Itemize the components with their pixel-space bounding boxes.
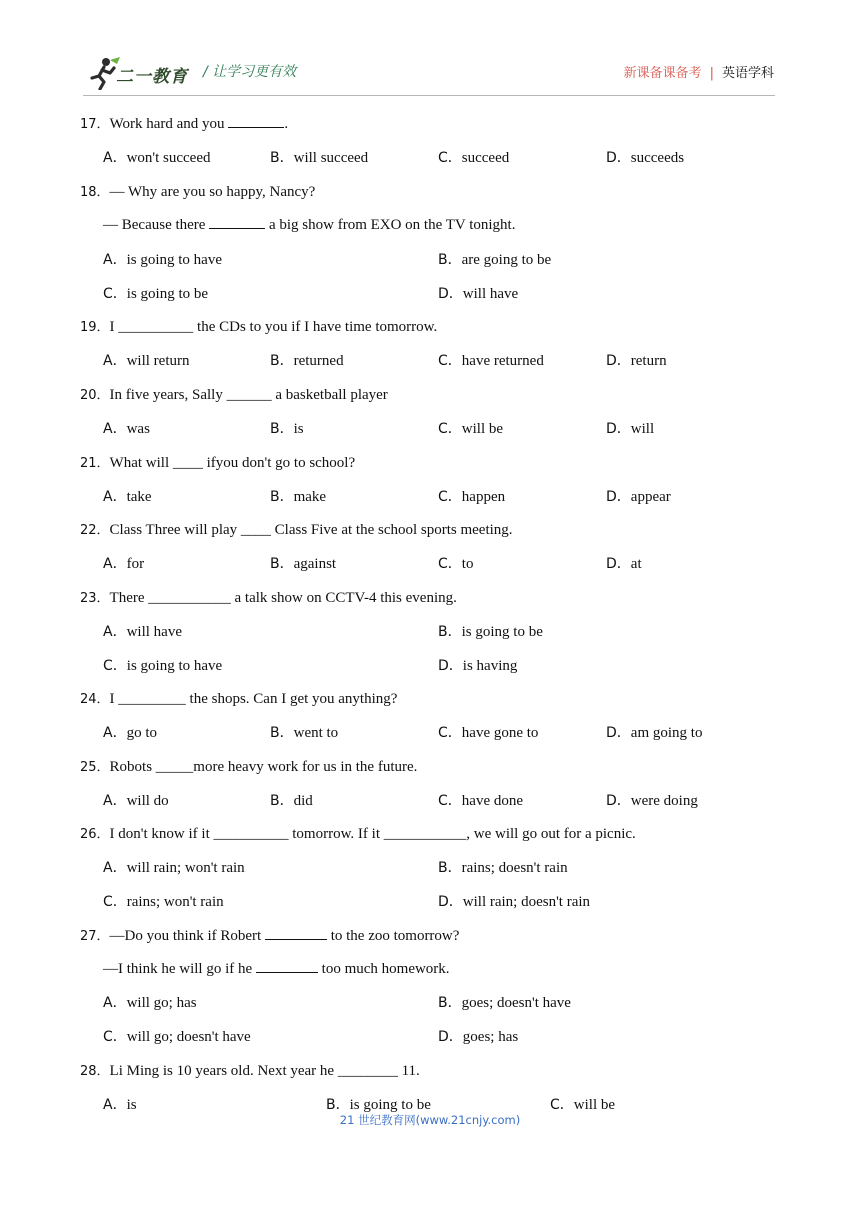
runner-logo-icon: [86, 56, 120, 90]
option-a[interactable]: A．will have: [103, 624, 182, 640]
question-text: Li Ming is 10 years old. Next year he ________ 11.: [109, 1063, 420, 1079]
option-a[interactable]: A．won't succeed: [103, 150, 211, 166]
option-b[interactable]: B．goes; doesn't have: [438, 995, 571, 1011]
question-text: Robots _____more heavy work for us in the future.: [109, 759, 418, 775]
question-text: to the zoo tomorrow?: [326, 928, 460, 944]
question-number: 20．: [80, 388, 110, 403]
option-d[interactable]: D．will rain; doesn't rain: [438, 894, 591, 910]
option-c[interactable]: C．is going to have: [103, 658, 223, 674]
option-b[interactable]: B．will succeed: [270, 150, 369, 166]
option-a[interactable]: A．will do: [103, 793, 169, 809]
question-22: [80, 519, 513, 539]
option-b[interactable]: B．rains; doesn't rain: [438, 860, 568, 876]
option-a[interactable]: A．is: [103, 1097, 137, 1113]
question-17: [80, 113, 288, 133]
question-text: — Because there: [103, 217, 210, 233]
answer-blank: [228, 114, 284, 128]
page-header: [0, 0, 860, 100]
option-d[interactable]: D．am going to: [606, 725, 703, 741]
question-text: Work hard and you: [109, 116, 229, 132]
header-subject: 英语学科: [721, 66, 774, 81]
option-d[interactable]: D．succeeds: [606, 150, 685, 166]
question-text: too much homework.: [317, 961, 450, 977]
answer-blank: [209, 215, 265, 229]
option-a[interactable]: A．go to: [103, 725, 157, 741]
header-right: [624, 62, 774, 81]
option-c[interactable]: C．will go; doesn't have: [103, 1029, 251, 1045]
option-d[interactable]: D．at: [606, 556, 642, 572]
option-a[interactable]: A．will return: [103, 353, 190, 369]
option-b[interactable]: B．returned: [270, 353, 344, 369]
question-text: I __________ the CDs to you if I have time tomorrow.: [109, 319, 438, 335]
question-number: 22．: [80, 523, 110, 538]
option-d[interactable]: D．will have: [438, 286, 519, 302]
header-divider: [83, 95, 775, 96]
option-a[interactable]: A．for: [103, 556, 145, 572]
option-d[interactable]: D．will: [606, 421, 655, 437]
option-b[interactable]: B．went to: [270, 725, 339, 741]
option-c[interactable]: C．will be: [438, 421, 504, 437]
question-number: 23．: [80, 591, 110, 606]
option-d[interactable]: D．is having: [438, 658, 518, 674]
question-text: .: [284, 116, 289, 132]
question-text: Class Three will play ____ Class Five at the school sports meeting.: [109, 522, 513, 538]
question-number: 27．: [80, 929, 110, 944]
option-b[interactable]: B．is going to be: [326, 1097, 431, 1113]
option-b[interactable]: B．against: [270, 556, 337, 572]
option-c[interactable]: C．have returned: [438, 353, 544, 369]
page-footer[interactable]: 21 世纪教育网(www.21cnjy.com): [339, 1113, 521, 1127]
option-c[interactable]: C．is going to be: [103, 286, 209, 302]
question-18-line-2: [103, 215, 515, 234]
question-23: [80, 587, 457, 607]
option-a[interactable]: A．take: [103, 489, 152, 505]
question-26: [80, 823, 636, 843]
option-c[interactable]: C．rains; won't rain: [103, 894, 224, 910]
question-25: [80, 756, 417, 776]
option-b[interactable]: B．did: [270, 793, 313, 809]
site-logo: [86, 56, 196, 90]
header-separator: |: [709, 66, 714, 81]
question-21: [80, 452, 355, 472]
question-number: 19．: [80, 320, 110, 335]
answer-blank: [256, 959, 318, 973]
option-a[interactable]: A．will go; has: [103, 995, 197, 1011]
option-d[interactable]: D．were doing: [606, 793, 698, 809]
question-27-line-2: [103, 959, 450, 978]
answer-blank: [265, 926, 327, 940]
question-text: What will ____ ifyou don't go to school?: [109, 455, 356, 471]
question-20: [80, 384, 388, 404]
question-text: a big show from EXO on the TV tonight.: [265, 217, 516, 233]
question-text: There ___________ a talk show on CCTV-4 this evening.: [109, 590, 457, 606]
question-text: —I think he will go if he: [103, 961, 256, 977]
option-d[interactable]: D．goes; has: [438, 1029, 519, 1045]
option-d[interactable]: D．appear: [606, 489, 671, 505]
option-a[interactable]: A．is going to have: [103, 252, 222, 268]
question-text: —Do you think if Robert: [109, 928, 265, 944]
option-b[interactable]: B．are going to be: [438, 252, 552, 268]
option-c[interactable]: C．have gone to: [438, 725, 539, 741]
option-c[interactable]: C．to: [438, 556, 474, 572]
question-number: 26．: [80, 827, 110, 842]
question-24: [80, 688, 397, 708]
option-c[interactable]: C．will be: [550, 1097, 616, 1113]
question-28: [80, 1060, 420, 1080]
question-number: 18．: [80, 185, 110, 200]
header-slogan: / 让学习更有效: [203, 64, 297, 80]
option-b[interactable]: B．make: [270, 489, 327, 505]
question-19: [80, 316, 437, 336]
option-c[interactable]: C．have done: [438, 793, 524, 809]
header-brand: 新课备课备考: [623, 66, 702, 81]
question-number: 17．: [80, 117, 110, 132]
question-number: 25．: [80, 760, 110, 775]
logo-text: 二一教育: [116, 67, 188, 87]
question-number: 24．: [80, 692, 110, 707]
question-27: [80, 925, 459, 945]
question-number: 28．: [80, 1064, 110, 1079]
option-b[interactable]: B．is going to be: [438, 624, 543, 640]
option-b[interactable]: B．is: [270, 421, 304, 437]
question-text: I _________ the shops. Can I get you anything?: [109, 691, 398, 707]
question-18: [80, 181, 315, 201]
option-a[interactable]: A．was: [103, 421, 150, 437]
option-d[interactable]: D．return: [606, 353, 667, 369]
question-text: I don't know if it __________ tomorrow. If it ___________, we will go out for a picnic.: [109, 826, 636, 842]
question-number: 21．: [80, 456, 110, 471]
question-text: — Why are you so happy, Nancy?: [109, 184, 316, 200]
option-a[interactable]: A．will rain; won't rain: [103, 860, 245, 876]
question-text: In five years, Sally ______ a basketball player: [109, 387, 388, 403]
option-c[interactable]: C．happen: [438, 489, 506, 505]
option-c[interactable]: C．succeed: [438, 150, 510, 166]
